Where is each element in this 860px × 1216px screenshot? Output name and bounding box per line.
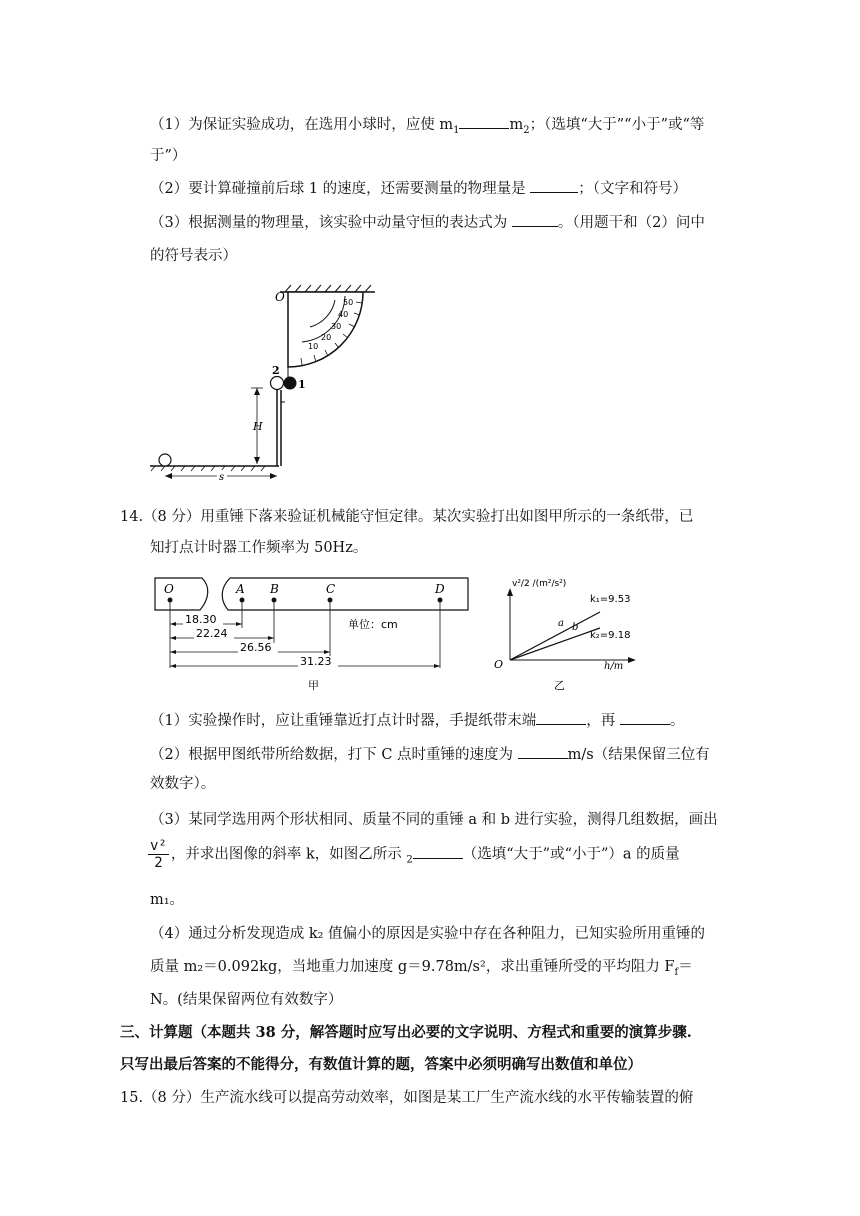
scale-label: 40 bbox=[338, 310, 349, 319]
answer-blank bbox=[518, 744, 568, 759]
q14-part4-line3: N。(结果保留两位有效数字） bbox=[150, 992, 343, 1008]
dim-oc: 26.56 bbox=[240, 641, 272, 654]
q14-part1: （1）实验操作时，应让重锤靠近打点计时器，手提纸带末端 ，再 。 bbox=[150, 710, 684, 731]
q13-part3-line1: （3）根据测量的物理量，该实验中动量守恒的表达式为 。（用题干和（2）问中 bbox=[150, 212, 705, 233]
unit-label: 单位：cm bbox=[348, 618, 398, 631]
caption-yi: 乙 bbox=[554, 679, 565, 692]
label-o: O bbox=[275, 290, 285, 304]
line-b-label: b bbox=[572, 622, 579, 633]
collision-apparatus-figure bbox=[145, 282, 385, 484]
point-label-b: B bbox=[270, 582, 279, 596]
scale-label: 20 bbox=[321, 333, 332, 342]
landed-ball bbox=[159, 454, 171, 466]
answer-blank bbox=[413, 844, 463, 859]
q13-part1-line2: 于”） bbox=[150, 148, 187, 164]
point-label-d: D bbox=[435, 582, 445, 596]
label-ball-2: 2 bbox=[272, 364, 280, 377]
point-label-c: C bbox=[326, 582, 336, 596]
q14-stem-line1: 14.（8 分）用重锤下落来验证机械能守恒定律。某次实验打出如图甲所示的一条纸带，已 bbox=[120, 509, 694, 525]
q13-part2: （2）要计算碰撞前后球 1 的速度，还需要测量的物理量是 ；（文字和符号） bbox=[150, 178, 687, 199]
q13-part1-line1: （1）为保证实验成功，在选用小球时，应使 $m_1$ $m_2$；（选填“大于”“小于”或“等 bbox=[150, 114, 704, 141]
x-axis-label: h/m bbox=[604, 661, 624, 672]
graph-yi-figure bbox=[492, 572, 652, 694]
scale-label: 30 bbox=[331, 322, 342, 331]
answer-blank bbox=[536, 710, 586, 725]
paper-tape-figure bbox=[150, 572, 470, 694]
y-axis-label: v²/2 /(m²/s²) bbox=[512, 579, 567, 589]
answer-blank bbox=[620, 710, 670, 725]
scale-label: 10 bbox=[308, 342, 319, 351]
q14-part3-line3: m₁。 bbox=[150, 892, 185, 908]
point-label-a: A bbox=[236, 582, 245, 596]
dim-od: 31.23 bbox=[300, 655, 332, 668]
q14-part3-line1: （3）某同学选用两个形状相同、质量不同的重锤 a 和 b 进行实验，测得几组数据，画出 bbox=[150, 812, 718, 828]
k1-label: k₁=9.53 bbox=[590, 594, 631, 605]
q14-part2-line1: （2）根据甲图纸带所给数据，打下 C 点时重锤的速度为 m/s（结果保留三位有 bbox=[150, 744, 710, 765]
q14-stem-line2: 知打点计时器工作频率为 50Hz。 bbox=[150, 540, 368, 556]
scale-label: 50 bbox=[343, 298, 354, 307]
ball-1 bbox=[284, 377, 297, 390]
origin-label: O bbox=[494, 658, 504, 671]
ball-2 bbox=[271, 377, 284, 390]
q13-part3-line2: 的符号表示） bbox=[150, 248, 237, 264]
fraction-v2-over-2: $\frac{\text{v²}}{2}$ bbox=[150, 838, 167, 871]
answer-blank bbox=[530, 178, 578, 193]
q14-part4-line2: 质量 m₂＝0.092kg，当地重力加速度 g＝9.78m/s²，求出重锤所受的平均阻力 $F_f=$ bbox=[150, 959, 693, 978]
q14-part3-line2: $\frac{\text{v²}}{2}$ ，并求出图像的斜率 k，如图乙所示 $_2$ （选填“大于”或“小于”）a 的质量 bbox=[150, 838, 680, 871]
label-s: s bbox=[219, 472, 225, 483]
point-label-o: O bbox=[164, 582, 174, 596]
section3-title-line2: 只写出最后答案的不能得分，有数值计算的题，答案中必须明确写出数值和单位） bbox=[120, 1056, 642, 1073]
q14-part4-line1: （4）通过分析发现造成 k₂ 值偏小的原因是实验中存在各种阻力，已知实验所用重锤的 bbox=[150, 926, 706, 942]
dim-ob: 22.24 bbox=[196, 627, 228, 640]
dim-oa: 18.30 bbox=[185, 613, 217, 626]
k2-label: k₂=9.18 bbox=[590, 630, 631, 641]
caption-jia: 甲 bbox=[308, 679, 319, 692]
q14-part2-line2: 效数字）。 bbox=[150, 776, 216, 792]
label-ball-1: 1 bbox=[298, 378, 306, 391]
q15-stem-line1: 15.（8 分）生产流水线可以提高劳动效率，如图是某工厂生产流水线的水平传输装置的俯 bbox=[120, 1090, 694, 1106]
label-h: H bbox=[253, 420, 263, 433]
answer-blank bbox=[512, 212, 558, 227]
answer-blank bbox=[459, 114, 509, 129]
line-a-label: a bbox=[558, 618, 564, 629]
section3-title-line1: 三、计算题（本题共 38 分，解答题时应写出必要的文字说明、方程式和重要的演算步骤. bbox=[120, 1024, 692, 1041]
